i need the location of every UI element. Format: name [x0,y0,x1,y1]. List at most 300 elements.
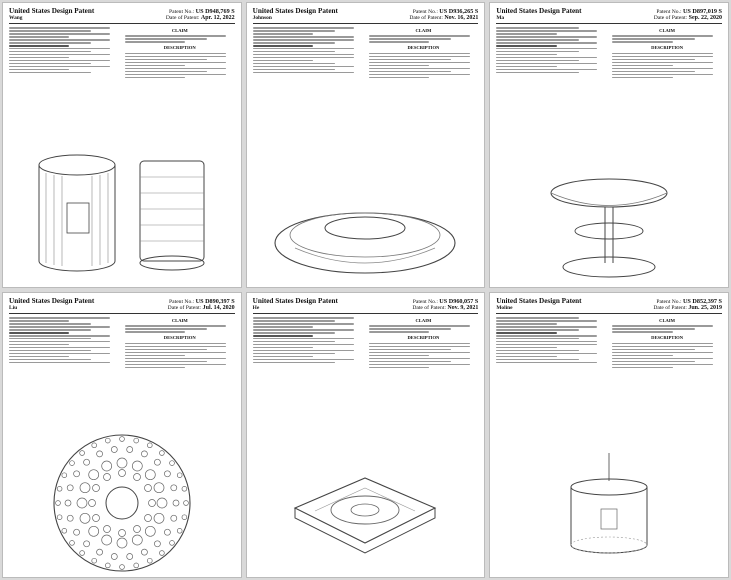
text-line [125,364,226,366]
patent-date: Date of Patent: Nov. 9, 2021 [412,305,479,311]
disc-hole [89,526,99,536]
tiered-stand-drawing [509,163,709,283]
disc-hole [67,485,73,491]
claim-heading: CLAIM [171,318,188,323]
text-line [496,30,597,32]
text-line [496,36,597,38]
text-line [253,39,354,41]
text-line [496,27,578,29]
disc-hole [141,549,147,555]
patent-page[interactable] [2,292,242,578]
patent-page[interactable] [246,2,486,288]
text-line [253,63,335,65]
description-heading: DESCRIPTION [407,335,440,341]
text-line [9,359,91,361]
disc-hole [127,554,133,560]
text-line [612,56,713,58]
text-line [253,45,313,47]
text-line [369,328,451,330]
disc-hole [102,461,112,471]
text-line [253,323,354,325]
design-drawing [490,453,728,573]
claims-column [612,317,722,368]
text-line [9,42,91,44]
description-heading: DESCRIPTION [163,335,196,341]
text-line [9,332,69,334]
inventor-name: Ma [496,15,505,21]
text-line [612,71,694,73]
text-line [612,352,713,354]
text-line [125,349,207,351]
description-heading: DESCRIPTION [651,335,684,341]
text-line [253,33,313,35]
text-line [612,65,672,67]
text-line [253,332,335,334]
text-line [9,326,110,328]
text-line [496,69,597,71]
text-line [253,42,335,44]
text-line [496,335,597,337]
bibliographic-column [496,27,606,78]
text-line [612,38,694,40]
patent-grid [2,2,729,578]
disc-hole [141,451,147,457]
patent-date: Date of Patent: Jun. 25, 2019 [653,305,722,311]
disc-hole [80,451,85,456]
text-line [9,63,91,65]
claim-heading: CLAIM [171,28,188,33]
disc-hole [117,538,127,548]
disc-hole [111,554,117,560]
claim-heading: CLAIM [659,28,675,33]
bibliographic-column [253,27,363,78]
description-heading: DESCRIPTION [163,45,196,51]
design-drawing [490,163,728,283]
text-line [125,68,226,70]
text-line [369,65,429,67]
text-line [496,359,578,361]
text-line [9,39,110,41]
text-line [496,51,578,53]
text-line [496,45,556,47]
text-line [612,349,694,351]
patent-text-columns [253,317,479,368]
patent-header [9,297,235,314]
text-line [612,355,672,357]
claims-column [125,27,235,78]
text-line [253,60,313,62]
text-line [496,57,597,59]
disc-hole [103,526,110,533]
text-line [9,60,110,62]
text-line [612,68,713,70]
text-line [125,62,226,64]
text-line [253,317,354,319]
text-line [369,343,470,345]
text-line [496,63,597,65]
patent-number: Patent No.: US D948,769 S [169,8,235,15]
disc-hole [62,473,67,478]
design-drawing [3,423,241,573]
disc-hole [96,451,102,457]
text-line [9,329,91,331]
disc-hole [144,515,151,522]
text-line [125,343,226,345]
text-line [612,53,713,55]
patent-number: Patent No.: US D890,397 S [169,298,235,305]
text-line [253,350,354,352]
text-line [253,51,335,53]
patent-title: United States Design Patent [496,7,582,15]
text-line [496,60,578,62]
text-line [125,358,226,360]
text-line [253,335,313,337]
text-line [125,352,226,354]
text-line [496,72,578,74]
text-line [9,317,110,319]
text-line [496,317,578,319]
text-line [253,341,335,343]
text-line [9,350,91,352]
hanging-cylinder-drawing [509,453,709,573]
text-line [369,56,470,58]
patent-text-columns [496,317,722,368]
disc-hole [80,513,90,523]
text-line [612,364,713,366]
patent-text-columns [496,27,722,78]
patent-text-columns [9,27,235,78]
patent-number: Patent No.: US D960,057 S [412,298,479,305]
patent-number: Patent No.: US D852,397 S [656,298,722,305]
inventor-name: He [252,305,260,311]
text-line [9,353,110,355]
text-line [253,36,354,38]
text-line [9,66,110,68]
text-line [496,320,597,322]
disc-hole [177,473,182,478]
text-line [496,39,578,41]
text-line [253,347,313,349]
text-line [369,349,451,351]
disc-hole [169,541,174,546]
patent-page[interactable] [489,292,729,578]
disc-hole [111,447,117,453]
text-line [496,344,597,346]
text-line [9,51,91,53]
inventor-name: Wang [9,15,23,21]
saucer-drawing [265,173,465,283]
patent-date: Date of Patent: Apr. 12, 2022 [165,15,235,21]
text-line [125,41,185,43]
disc-hole [177,528,182,533]
bibliographic-column [9,317,119,368]
patent-page[interactable] [489,2,729,288]
text-line [369,77,429,79]
disc-hole [173,500,179,506]
square-tray-drawing [265,453,465,573]
text-line [369,71,451,73]
disc-hole [62,528,67,533]
text-line [9,320,69,322]
text-line [9,48,110,50]
patent-header [496,297,722,314]
text-line [369,35,470,37]
patent-text-columns [9,317,235,368]
text-line [253,359,354,361]
disc-hole [132,461,142,471]
text-line [253,338,354,340]
text-line [369,74,470,76]
disc-hole [147,558,152,563]
text-line [369,331,429,333]
text-line [253,69,335,71]
disc-hole [145,526,155,536]
text-line [9,72,91,74]
disc-hole [73,471,79,477]
text-line [253,27,354,29]
patent-header [253,297,479,314]
disc-hole [92,515,99,522]
text-line [9,36,69,38]
text-line [612,358,713,360]
disc-hole [119,565,124,570]
patent-title: United States Design Patent [252,297,338,305]
disc-hole [169,461,174,466]
text-line [612,343,713,345]
claims-column [125,317,235,368]
text-line [125,65,185,67]
text-line [9,33,110,35]
text-line [9,69,69,71]
patent-page[interactable] [2,2,242,288]
disc-hole [73,529,79,535]
patent-number: Patent No.: US D897,019 S [656,8,722,15]
patent-title: United States Design Patent [252,7,338,15]
disc-hole [159,551,164,556]
disc-hole [133,526,140,533]
text-line [369,41,429,43]
disc-hole [88,500,95,507]
disc-hole [164,471,170,477]
text-line [612,41,672,43]
disc-hole [164,529,170,535]
text-line [253,329,354,331]
text-line [125,77,185,79]
patent-date: Date of Patent: Nov. 16, 2021 [409,15,479,21]
text-line [612,74,713,76]
text-line [612,367,672,369]
design-drawing [3,143,241,283]
text-line [125,59,207,61]
text-line [253,48,354,50]
text-line [496,42,597,44]
text-line [369,59,451,61]
text-line [612,59,694,61]
disc-hole [171,515,177,521]
text-line [369,68,470,70]
patent-text-columns [253,27,479,78]
claims-column [369,317,479,368]
disc-hole [105,438,110,443]
description-heading: DESCRIPTION [651,45,684,51]
text-line [253,344,354,346]
disc-hole [65,500,71,506]
disc-hole [57,486,62,491]
patent-number: Patent No.: US D936,265 S [412,8,479,15]
disc-hole [55,501,60,506]
text-line [125,38,207,40]
disc-hole [154,541,160,547]
patent-title: United States Design Patent [9,297,95,305]
text-line [369,355,429,357]
claims-column [612,27,722,78]
text-line [496,66,556,68]
text-line [612,346,713,348]
text-line [9,344,69,346]
disc-hole [103,474,110,481]
text-line [496,356,556,358]
cylinder-lamp-drawing [22,143,222,283]
text-line [369,325,470,327]
text-line [9,27,110,29]
patent-title: United States Design Patent [496,297,582,305]
inventor-name: Liu [9,305,18,311]
disc-hole [144,485,151,492]
text-line [9,356,69,358]
text-line [496,48,597,50]
disc-hole [69,541,74,546]
text-line [253,362,335,364]
inventor-name: Moline [496,305,513,311]
text-line [9,341,110,343]
disc-hole [83,541,89,547]
text-line [125,71,207,73]
disc-hole [132,535,142,545]
disc-hole [183,501,188,506]
disc-hole [134,438,139,443]
text-line [253,54,354,56]
disc-hole [148,500,155,507]
disc-hole [118,530,125,537]
text-line [253,66,354,68]
patent-date: Date of Patent: Sep. 22, 2020 [653,15,722,21]
text-line [496,332,556,334]
text-line [612,331,672,333]
text-line [496,326,597,328]
text-line [496,323,556,325]
disc-hole [157,498,167,508]
disc-hole [92,443,97,448]
disc-hole [102,535,112,545]
text-line [612,35,713,37]
text-line [496,350,578,352]
disc-hole [57,515,62,520]
text-line [369,361,451,363]
disc-hole [92,485,99,492]
text-line [9,54,110,56]
text-line [496,33,556,35]
text-line [125,367,185,369]
disc-hole [133,474,140,481]
text-line [253,356,313,358]
design-drawing [247,173,485,283]
disc-hole [182,486,187,491]
patent-title: United States Design Patent [9,7,95,15]
text-line [369,53,470,55]
text-line [125,56,226,58]
patent-header [253,7,479,24]
patent-page[interactable] [246,292,486,578]
text-line [9,30,91,32]
text-line [125,328,207,330]
text-line [9,347,110,349]
claim-heading: CLAIM [415,28,432,33]
text-line [125,53,226,55]
disc-hole [69,461,74,466]
disc-hole [105,563,110,568]
text-line [9,335,110,337]
text-line [369,38,451,40]
disc-hole [154,513,164,523]
text-line [253,30,335,32]
text-line [9,57,69,59]
disc-hole [134,563,139,568]
text-line [253,320,335,322]
text-line [496,338,578,340]
inventor-name: Johnson [252,15,272,21]
text-line [496,54,556,56]
disc-hole [154,483,164,493]
text-line [125,355,185,357]
disc-hole [118,470,125,477]
text-line [253,57,354,59]
text-line [125,331,185,333]
bibliographic-column [9,27,119,78]
disc-hole [83,459,89,465]
text-line [612,328,694,330]
disc-hole [67,515,73,521]
disc-hole [145,470,155,480]
text-line [125,74,226,76]
text-line [496,353,597,355]
text-line [9,362,110,364]
design-drawing [247,453,485,573]
patent-date: Date of Patent: Jul. 14, 2020 [167,305,235,311]
text-line [9,45,69,47]
bibliographic-column [496,317,606,368]
disc-hole [89,470,99,480]
disc-hole [77,498,87,508]
text-line [369,364,470,366]
text-line [369,367,429,369]
text-line [369,62,470,64]
text-line [125,35,226,37]
disc-hole [119,437,124,442]
text-line [253,72,354,74]
disc-hole [182,515,187,520]
disc-hole [92,558,97,563]
text-line [369,346,470,348]
claim-heading: CLAIM [659,318,675,323]
disc-hole [171,485,177,491]
disc-hole [154,459,160,465]
text-line [369,352,470,354]
text-line [9,323,91,325]
perforated-disc-drawing [22,423,222,573]
patent-header [496,7,722,24]
bibliographic-column [253,317,363,368]
description-heading: DESCRIPTION [407,45,440,51]
